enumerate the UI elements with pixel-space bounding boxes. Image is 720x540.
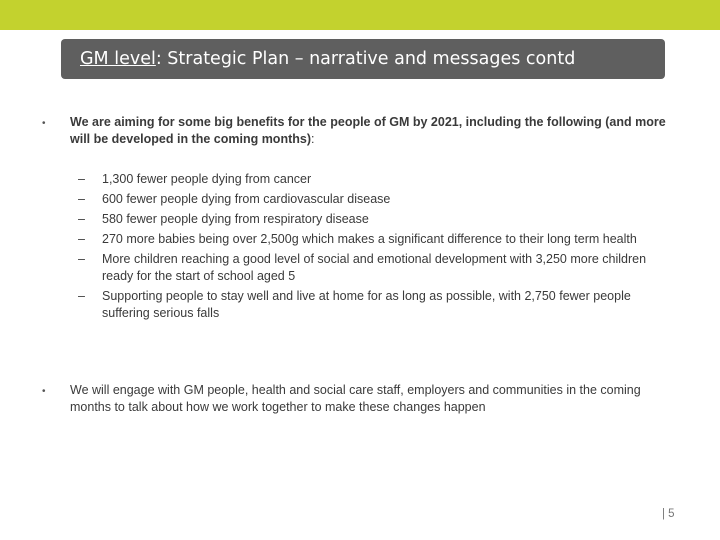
accent-bar bbox=[0, 0, 720, 30]
dash-icon: – bbox=[78, 212, 85, 226]
list-item-text: 270 more babies being over 2,500g which makes a significant difference to their long term health bbox=[102, 232, 637, 246]
closing-paragraph: We will engage with GM people, health and social care staff, employers and communities in the coming months to talk about how we work together to make these changes happen bbox=[70, 383, 641, 414]
dash-icon: – bbox=[78, 252, 85, 266]
intro-bold-text: We are aiming for some big benefits for the people of GM by 2021, including the following (and more will be developed in the coming months) bbox=[70, 115, 666, 146]
list-item bbox=[78, 231, 678, 248]
intro-paragraph bbox=[70, 114, 680, 148]
dash-icon: – bbox=[78, 192, 85, 206]
bullet-icon: • bbox=[42, 386, 46, 397]
title-underlined-part: GM level bbox=[80, 49, 156, 69]
list-item-text: 600 fewer people dying from cardiovascular disease bbox=[102, 192, 391, 206]
intro-suffix: : bbox=[311, 132, 315, 146]
list-item-text: 580 fewer people dying from respiratory disease bbox=[102, 212, 369, 226]
list-item-text: More children reaching a good level of social and emotional development with 3,250 more children ready for the start of school aged 5 bbox=[102, 252, 647, 283]
list-item bbox=[78, 211, 678, 228]
list-item bbox=[78, 191, 678, 208]
slide-title bbox=[61, 39, 665, 79]
bullet-icon: • bbox=[42, 118, 46, 129]
benefits-list bbox=[78, 171, 678, 325]
list-item bbox=[78, 251, 678, 285]
list-item bbox=[78, 171, 678, 188]
title-rest: : Strategic Plan – narrative and messages contd bbox=[155, 49, 576, 69]
page-number: | 5 bbox=[662, 508, 675, 520]
list-item-text: 1,300 fewer people dying from cancer bbox=[102, 172, 312, 186]
list-item bbox=[78, 288, 678, 322]
dash-icon: – bbox=[78, 172, 85, 186]
dash-icon: – bbox=[78, 232, 85, 246]
dash-icon: – bbox=[78, 289, 85, 303]
list-item-text: Supporting people to stay well and live at home for as long as possible, with 2,750 fewer people suffering serious falls bbox=[102, 289, 631, 320]
